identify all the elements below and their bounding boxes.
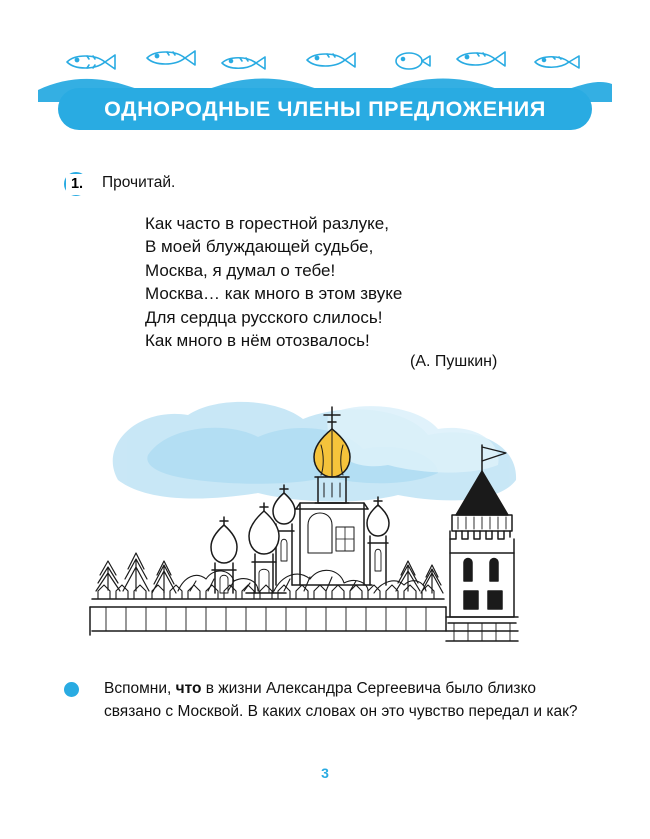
exercise-number: 1. [66,174,88,195]
exercise-number-badge [64,172,90,198]
poem-line: Москва… как много в этом звуке [145,284,403,304]
question-part-3: в жизни Александра Сергеевича было близко связано с Москвой. В каких словах он это чувство передал и как? [104,680,578,720]
poem-line: Как много в нём отозвалось! [145,331,370,351]
question-text [104,678,586,723]
page-title: ОДНОРОДНЫЕ ЧЛЕНЫ ПРЕДЛОЖЕНИЯ [104,96,546,121]
exercise-task-text: Прочитай. [102,174,176,191]
question-part-1: Вспомни, [104,680,176,697]
moscow-kremlin-illustration [78,385,548,655]
poem-text [145,212,585,352]
chapter-title-banner [58,88,592,130]
question-keyword: что [175,680,202,697]
poem-line: Как часто в горестной разлуке, [145,214,389,233]
page-number: 3 [321,765,329,781]
poem-line: Для сердца русского слилось! [145,307,383,327]
poem-author: (А. Пушкин) [410,353,498,370]
page-header [0,46,650,136]
poem-line: В моей блуждающей судьбе, [145,237,374,257]
bullet-icon [64,682,79,697]
poem-line: Москва, я думал о тебе! [145,260,336,280]
